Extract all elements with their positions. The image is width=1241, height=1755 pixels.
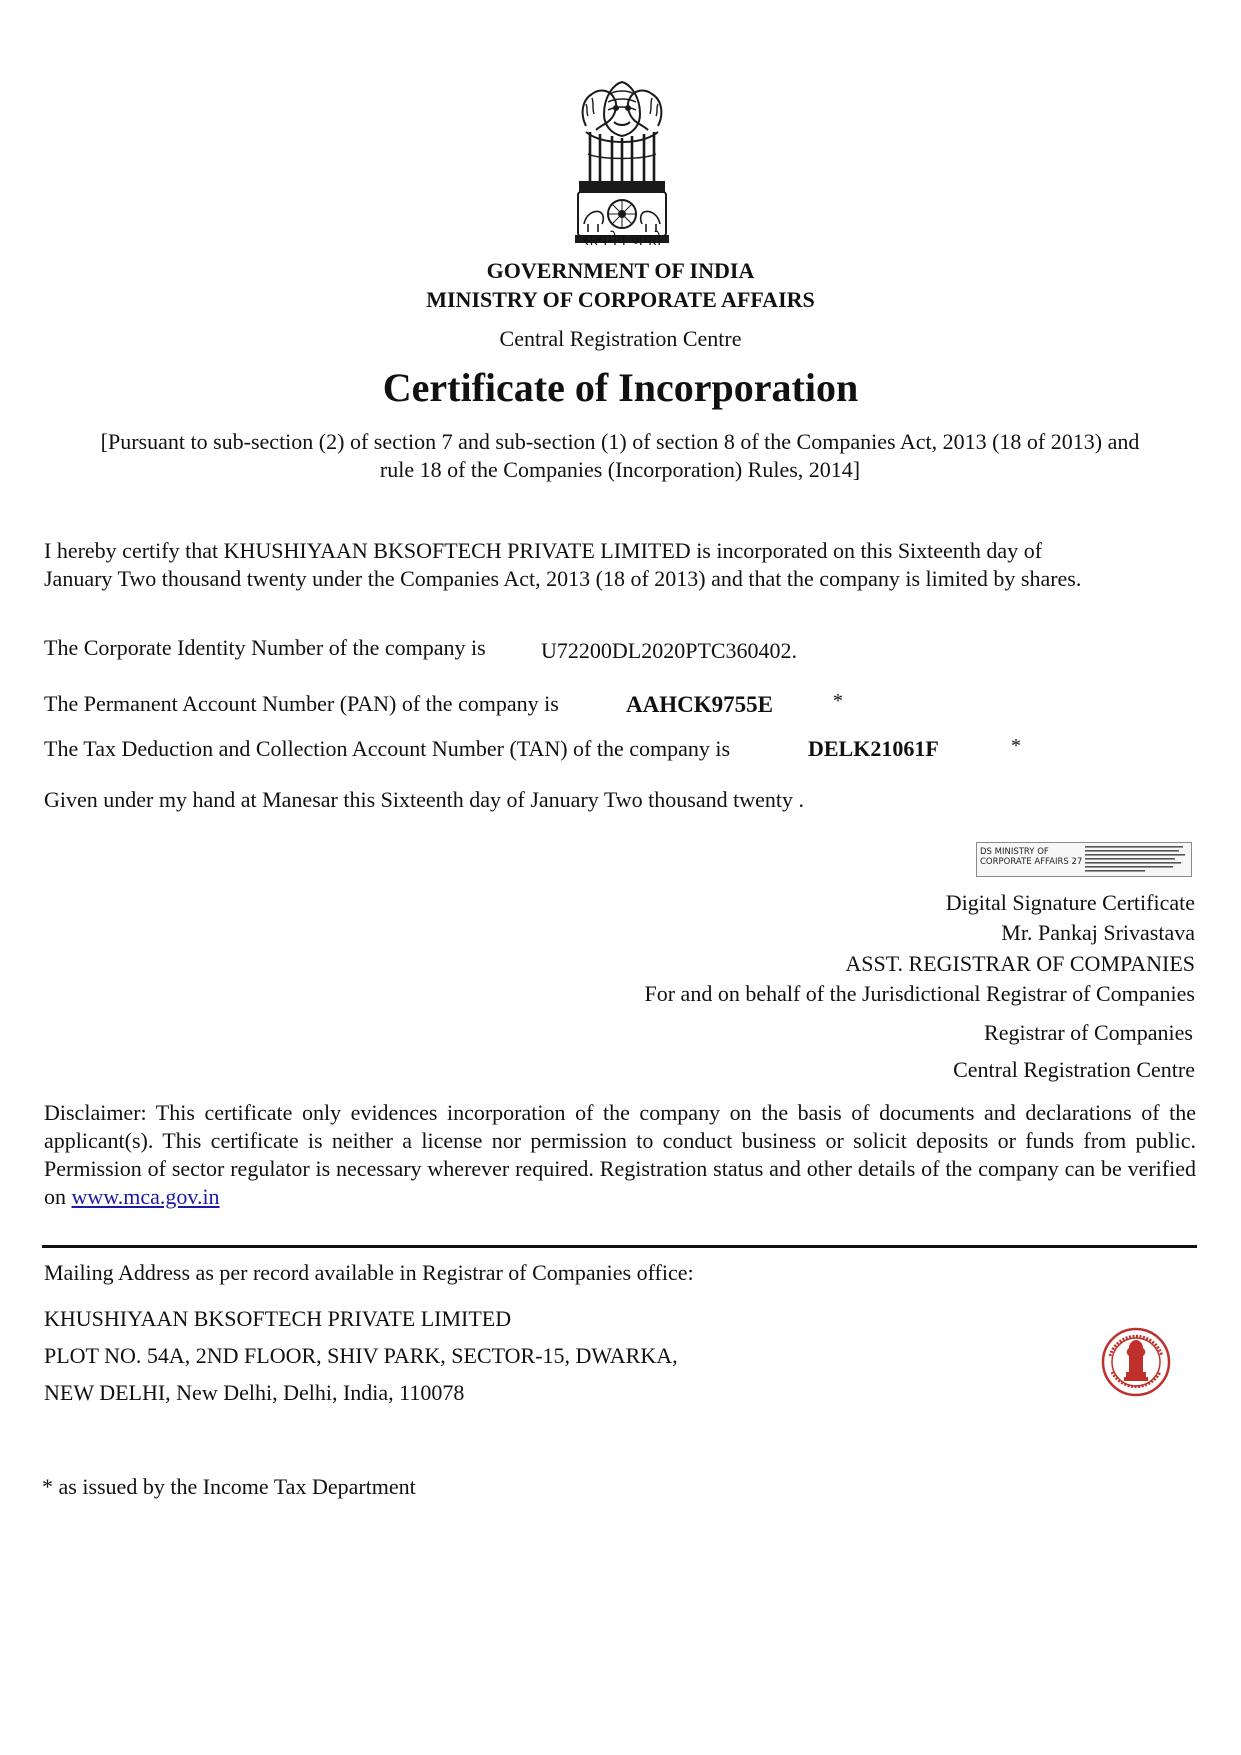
- mailing-address-line-3: NEW DELHI, New Delhi, Delhi, India, 110078: [44, 1380, 465, 1405]
- registration-centre-heading: Central Registration Centre: [499, 326, 742, 351]
- mailing-address-heading: Mailing Address as per record available in Registrar of Companies office:: [44, 1260, 694, 1285]
- emblem-motto: सत्यमेव जयते: [582, 230, 662, 249]
- registrar-office: Registrar of Companies: [984, 1020, 1193, 1045]
- signature-details-icon: [1085, 845, 1187, 874]
- certification-statement: [44, 537, 1196, 593]
- pan-label: The Permanent Account Number (PAN) of the company is: [44, 691, 559, 716]
- registration-centre: Central Registration Centre: [953, 1057, 1195, 1082]
- certificate-title: Certificate of Incorporation: [382, 365, 859, 410]
- signatory-designation: ASST. REGISTRAR OF COMPANIES: [845, 951, 1195, 976]
- pan-value: AAHCK9755E: [626, 692, 773, 717]
- pursuant-clause: [44, 428, 1196, 484]
- certify-line-2: January Two thousand twenty under the Companies Act, 2013 (18 of 2013) and that the company is limited by shares.: [44, 566, 1082, 591]
- disclaimer: [44, 1099, 1196, 1211]
- given-statement: Given under my hand at Manesar this Sixteenth day of January Two thousand twenty .: [44, 787, 804, 812]
- tan-value: DELK21061F: [808, 736, 939, 761]
- national-emblem-icon: [566, 74, 678, 252]
- footnote: * as issued by the Income Tax Department: [42, 1474, 416, 1499]
- disclaimer-text: Disclaimer: This certificate only evidences incorporation of the company on the basis of documents and declarations of the applicant(s). This certificate is neither a license nor permission to conduct business or solicit deposits or funds from public. Permission of sector regulator is necessary wherever required. Registration status and other details of the company can be verified on: [44, 1100, 1196, 1209]
- cin-label: The Corporate Identity Number of the company is: [44, 635, 486, 660]
- mailing-address-line-2: PLOT NO. 54A, 2ND FLOOR, SHIV PARK, SECTOR-15, DWARKA,: [44, 1343, 678, 1368]
- on-behalf-statement: For and on behalf of the Jurisdictional Registrar of Companies: [644, 981, 1195, 1006]
- pan-footnote-marker: *: [833, 690, 843, 712]
- signatory-name: Mr. Pankaj Srivastava: [1001, 920, 1195, 945]
- registrar-seal-icon: [1100, 1326, 1172, 1398]
- tan-footnote-marker: *: [1011, 735, 1021, 757]
- government-heading: GOVERNMENT OF INDIA: [486, 258, 755, 283]
- tan-label: The Tax Deduction and Collection Account Number (TAN) of the company is: [44, 736, 731, 761]
- signature-label: Digital Signature Certificate: [945, 890, 1195, 915]
- mailing-address-line-1: KHUSHIYAAN BKSOFTECH PRIVATE LIMITED: [44, 1306, 512, 1331]
- pursuant-line-2: rule 18 of the Companies (Incorporation) Rules, 2014]: [379, 457, 861, 482]
- stamp-line-2: CORPORATE AFFAIRS 27: [980, 857, 1083, 867]
- ministry-heading: MINISTRY OF CORPORATE AFFAIRS: [426, 287, 815, 312]
- certify-line-1: I hereby certify that KHUSHIYAAN BKSOFTECH PRIVATE LIMITED is incorporated on this Sixteenth day of: [44, 538, 1043, 563]
- stamp-line-1: DS MINISTRY OF: [980, 847, 1049, 857]
- pursuant-line-1: [Pursuant to sub-section (2) of section 7 and sub-section (1) of section 8 of the Companies Act, 2013 (18 of 2013) and: [100, 429, 1140, 454]
- digital-signature-stamp[interactable]: [976, 842, 1192, 877]
- cin-value: U72200DL2020PTC360402.: [541, 638, 798, 663]
- section-divider: [42, 1245, 1197, 1248]
- mca-website-link[interactable]: www.mca.gov.in: [71, 1184, 220, 1209]
- signature-stamp-text: [980, 847, 1082, 867]
